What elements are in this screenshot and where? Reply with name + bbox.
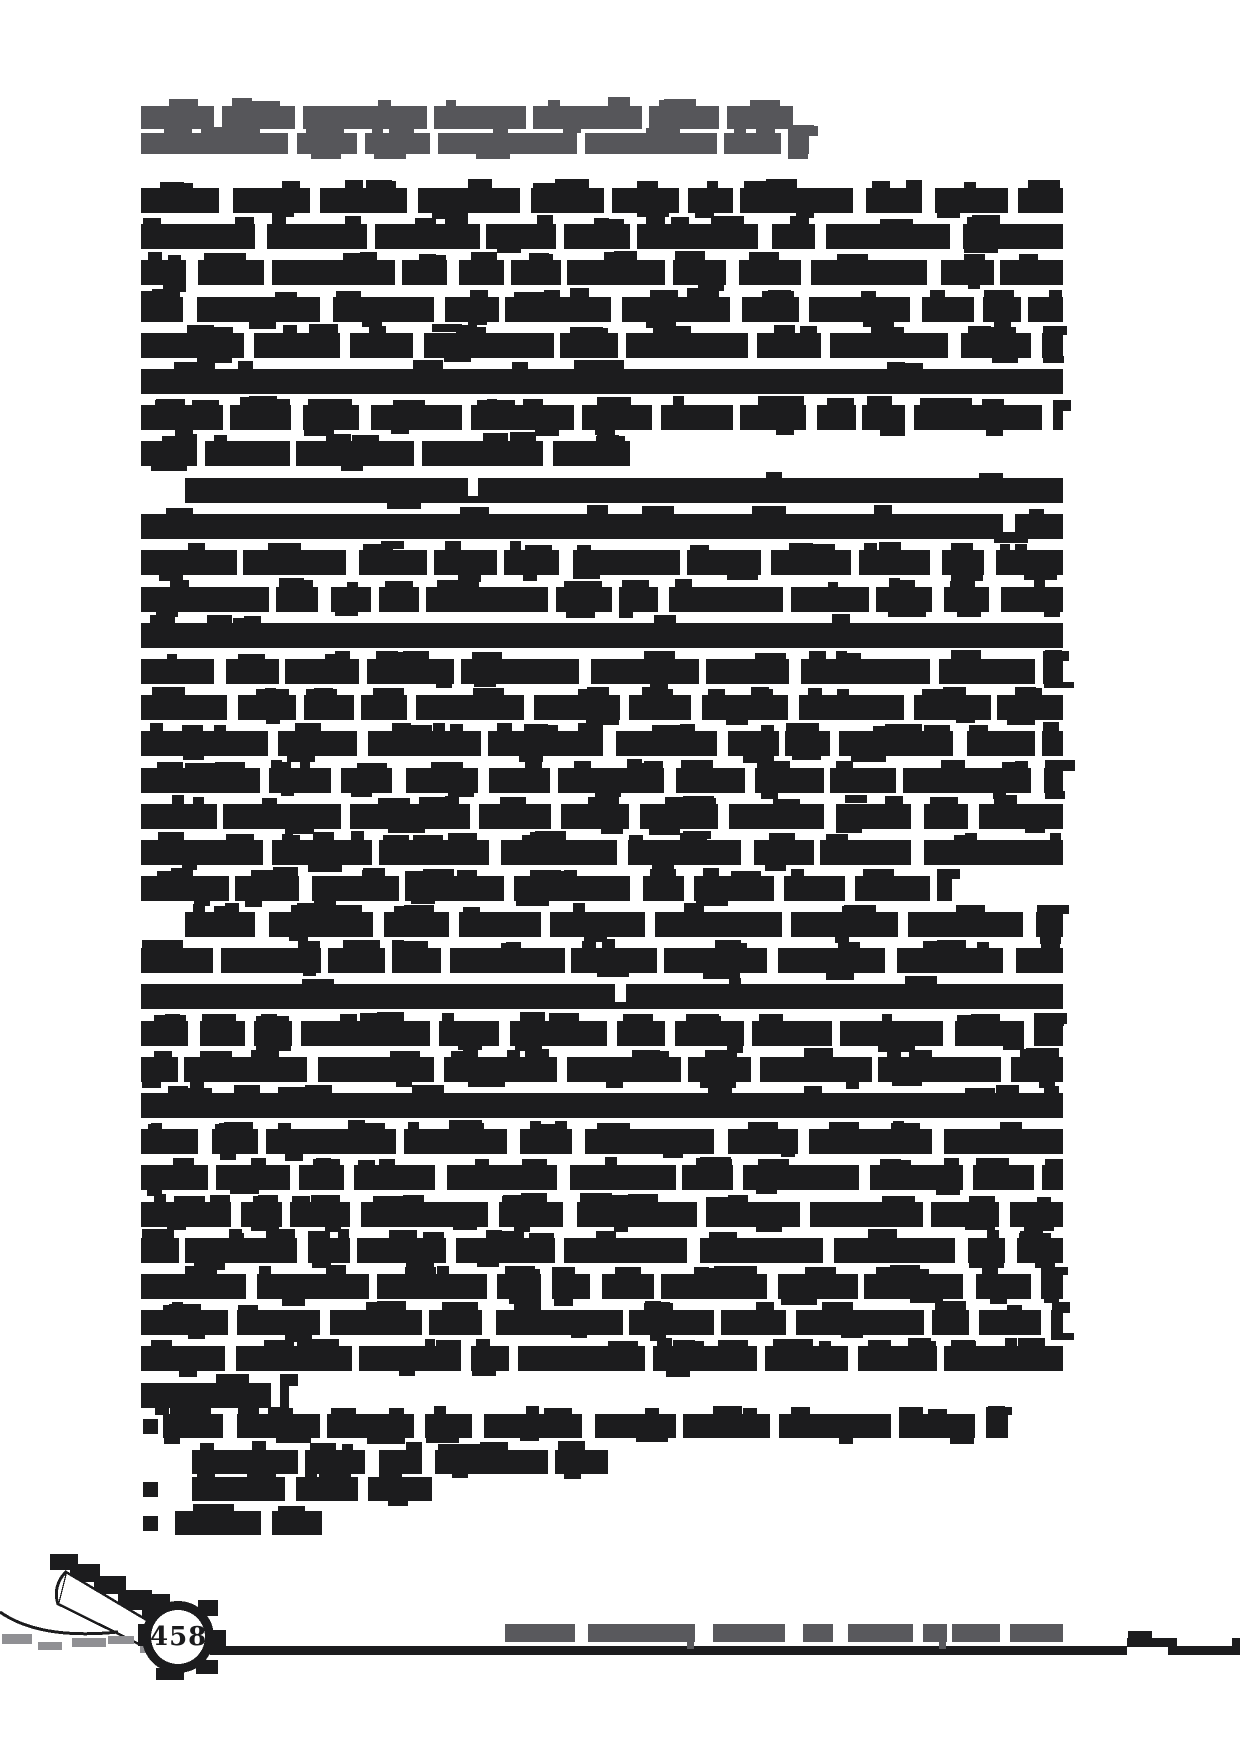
journal-text-segment bbox=[713, 1624, 785, 1642]
journal-text-segment bbox=[803, 1624, 833, 1642]
journal-text-segment bbox=[505, 1624, 575, 1642]
journal-text-segment bbox=[588, 1624, 695, 1642]
journal-text-segment bbox=[848, 1624, 913, 1642]
journal-text-segment bbox=[687, 1640, 694, 1649]
journal-text-segment bbox=[1010, 1624, 1063, 1642]
page-footer bbox=[0, 1540, 1240, 1754]
journal-text-segment bbox=[952, 1624, 1000, 1642]
page-number: 458 bbox=[150, 1622, 208, 1652]
journal-text-segment bbox=[939, 1640, 946, 1649]
